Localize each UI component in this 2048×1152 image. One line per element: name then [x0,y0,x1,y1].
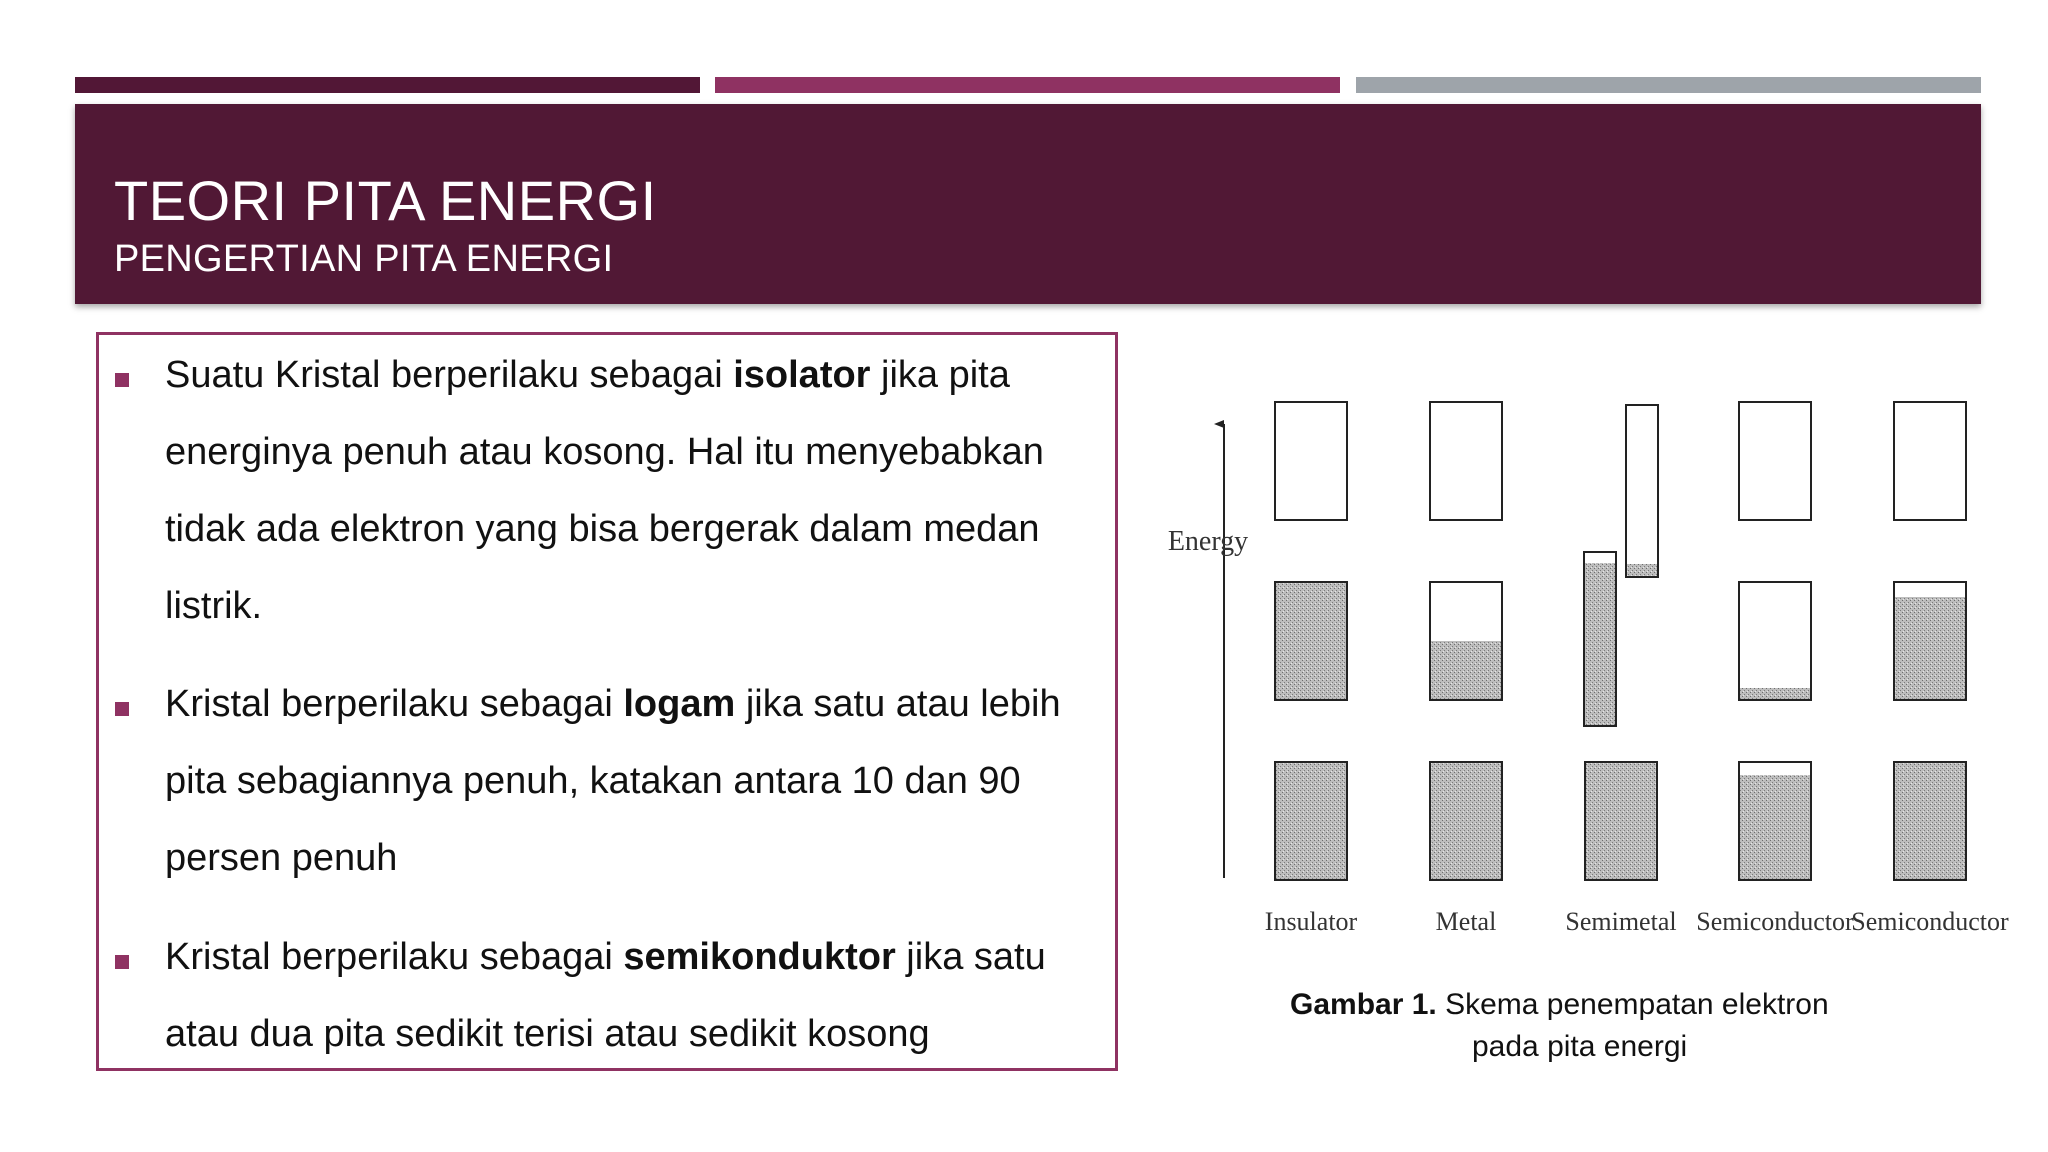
slide-subtitle: PENGERTIAN PITA ENERGI [114,238,614,280]
bullet-marker-icon [115,702,129,716]
energy-band-diagram [1150,380,2009,950]
caption-line-2: pada pita energi [1472,1030,1688,1063]
band-full [1275,762,1347,880]
content-box [96,332,1118,1071]
column-label-metal: Metal [1435,907,1497,936]
band-lower-hole [1585,553,1615,563]
column-label-semimetal: Semimetal [1565,907,1677,936]
band-empty [1739,402,1811,520]
energy-axis-label: Energy [1167,526,1249,557]
band-full [1894,762,1966,880]
band-upper-fill [1627,564,1657,576]
slide-title: TEORI PITA ENERGI [114,169,657,232]
band-column-insulator [1275,402,1347,880]
bullet-isolator [115,337,1105,645]
band-upper-overlap [1626,405,1658,577]
band-nearly-full [1739,762,1811,880]
bullet-text: Suatu Kristal berperilaku sebagai isolator jika pita energinya penuh atau kosong. Hal itu menyebabkan tidak ada elektron yang bisa bergerak dalam medan listrik. [165,354,1044,627]
band-empty [1275,402,1347,520]
bullet-text: Kristal berperilaku sebagai logam jika satu atau lebih pita sebagiannya penuh, katakan antara 10 dan 90 persen penuh [165,683,1061,879]
bullet-marker-icon [115,955,129,969]
figure-caption [1290,984,1910,1068]
band-full [1430,762,1502,880]
band-column-semiconductor-2 [1894,402,1966,880]
band-column-semiconductor-1 [1739,402,1811,880]
bold-term: logam [623,683,736,725]
band-full [1585,762,1657,880]
column-label-insulator: Insulator [1264,907,1358,936]
band-lower-overlap [1584,552,1616,726]
accent-bar-magenta [715,77,1340,93]
bullet-marker-icon [115,373,129,387]
accent-bar-gray [1356,77,1981,93]
band-slight-hole [1895,583,1965,597]
band-full [1275,582,1347,700]
band-slight-fill [1740,688,1810,699]
band-nearly-full [1894,582,1966,700]
bullet-semikonduktor [115,919,1105,1073]
bold-term: isolator [733,354,871,396]
title-band [75,104,1981,304]
accent-bar-dark [75,77,700,93]
band-slightly-filled [1739,582,1811,700]
bullet-logam [115,666,1105,897]
column-label-semiconductor-2: Semiconductor [1851,907,2009,936]
caption-line-1: Skema penempatan elektron [1445,988,1829,1021]
band-column-semimetal [1584,405,1658,880]
band-slight-hole [1740,763,1810,775]
column-label-semiconductor-1: Semiconductor [1696,907,1854,936]
band-empty [1430,402,1502,520]
bullet-text: Kristal berperilaku sebagai semikonduktor jika satu atau dua pita sedikit terisi atau sedikit kosong [165,936,1046,1055]
band-partial-fill [1431,641,1501,699]
band-empty [1894,402,1966,520]
caption-label: Gambar 1. [1290,988,1437,1021]
band-column-metal [1430,402,1502,880]
bold-term: semikonduktor [623,936,896,978]
